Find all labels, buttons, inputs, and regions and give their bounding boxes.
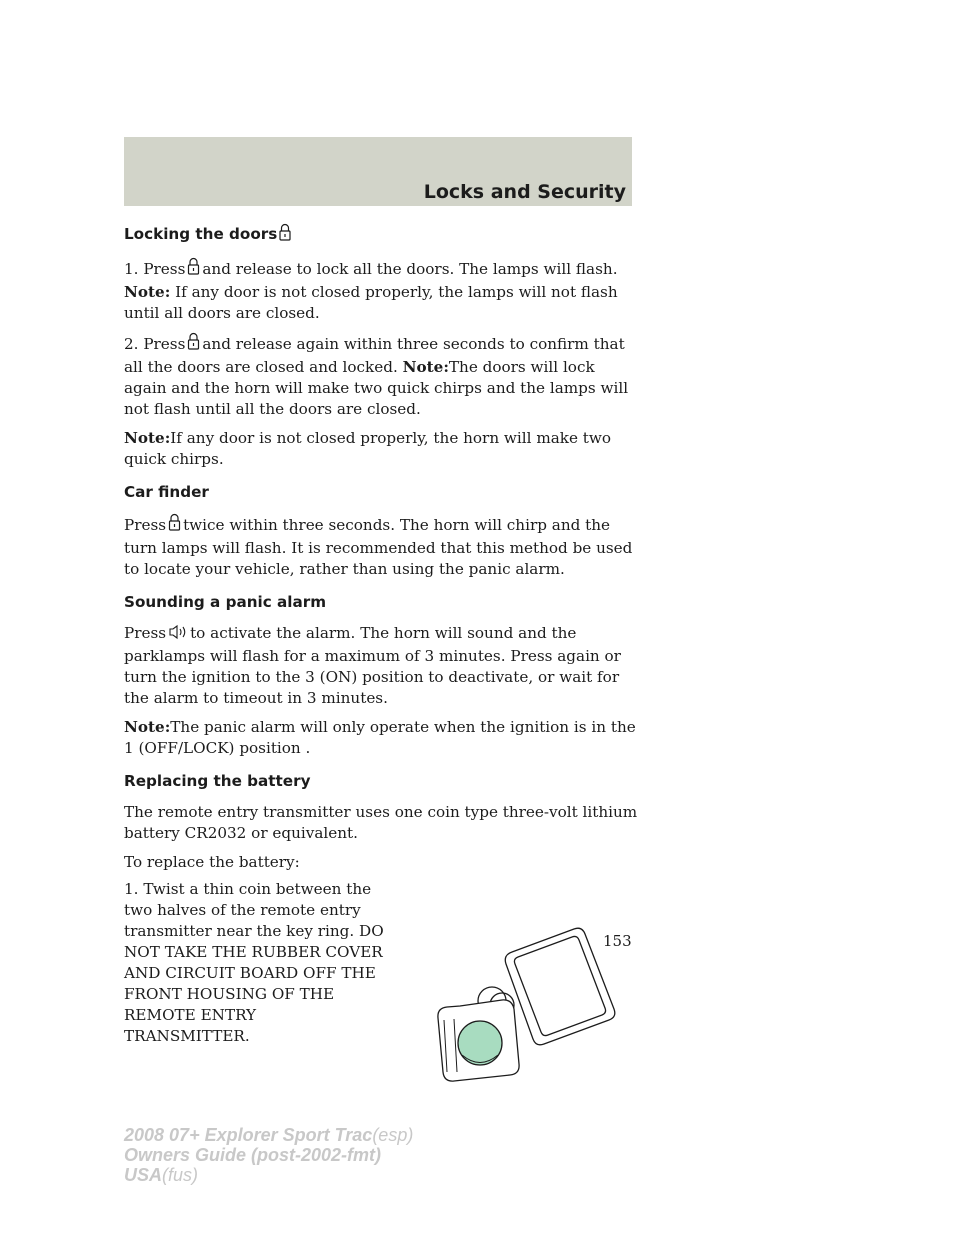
- battery-step-1: 1. Twist a thin coin between the two halves of the remote entry transmitter near the key ring. DO NOT TAKE THE RUBBER COVER AND CIRCUIT BOARD OFF THE FRONT HOUSING OF THE REMOTE ENTRY TRANSMITTER.: [124, 880, 384, 1045]
- heading-replacing-battery: Replacing the battery: [124, 772, 311, 790]
- note-label: Note:: [402, 358, 449, 376]
- heading-locking-doors: [124, 223, 639, 247]
- panic-alarm-note: [124, 717, 639, 759]
- heading-text: Locking the doors: [124, 225, 278, 243]
- page-number: 153: [603, 932, 632, 950]
- text: 2008 07+ Explorer Sport Trac: [124, 1125, 373, 1145]
- heading-panic-alarm: Sounding a panic alarm: [124, 593, 327, 611]
- footer-line-3: [124, 1165, 413, 1185]
- remote-fob-illustration: [424, 914, 624, 1094]
- text: If any door is not closed properly, the horn will make two quick chirps.: [124, 429, 612, 468]
- text: The doors will lock again and the horn will make two quick chirps and the lamps will not flash until all the doors are closed.: [124, 358, 629, 418]
- lock-icon: [279, 223, 291, 247]
- document-footer: [124, 1125, 413, 1185]
- footer-line-1: [124, 1125, 413, 1145]
- battery-replace-lead: To replace the battery:: [124, 853, 300, 871]
- text: If any door is not closed properly, the lamps will not flash until all doors are closed.: [124, 283, 618, 322]
- text: (fus): [162, 1165, 199, 1185]
- text: Press: [124, 516, 167, 534]
- page-content: [124, 223, 639, 1055]
- text: 1. Press: [124, 260, 186, 278]
- text: The panic alarm will only operate when the ignition is in the 1 (OFF/LOCK) position .: [124, 718, 636, 757]
- text: and release again within three seconds to confirm that all the doors are closed and locked.: [124, 335, 625, 376]
- note-label: Note:: [124, 283, 171, 301]
- text: (esp): [372, 1125, 414, 1145]
- footer-line-2: [124, 1145, 413, 1165]
- text: twice within three seconds. The horn will chirp and the turn lamps will flash. It is recommended that this method be used to locate your vehicle, rather than using the panic alarm.: [124, 516, 633, 578]
- text: and release to lock all the doors. The lamps will flash.: [202, 260, 618, 278]
- heading-car-finder: Car finder: [124, 483, 209, 501]
- text: Owners Guide (post-2002-fmt): [124, 1145, 382, 1165]
- locking-step-2: [124, 332, 639, 420]
- note-label: Note:: [124, 718, 171, 736]
- text: 2. Press: [124, 335, 186, 353]
- locking-note: [124, 428, 639, 470]
- panic-alarm-text: [124, 623, 639, 709]
- car-finder-text: [124, 513, 639, 580]
- note-label: Note:: [124, 429, 171, 447]
- text: USA: [124, 1165, 163, 1185]
- locking-step-1: [124, 257, 639, 324]
- header-band: [124, 137, 632, 206]
- lock-icon: [187, 332, 200, 357]
- battery-step-block: [124, 879, 639, 1047]
- lock-icon: [168, 513, 181, 538]
- lock-icon: [187, 257, 200, 282]
- text: to activate the alarm. The horn will sound and the parklamps will flash for a maximum of 3 minutes. Press again or turn the ignition to the 3 (ON) position to deactivate, or wait for the alarm to timeout in 3 minutes.: [124, 624, 621, 707]
- battery-intro: The remote entry transmitter uses one coin type three-volt lithium battery CR2032 or equivalent.: [124, 803, 638, 842]
- panic-sound-icon: [168, 624, 188, 646]
- page-section-title: Locks and Security: [423, 181, 626, 203]
- text: Press: [124, 624, 167, 642]
